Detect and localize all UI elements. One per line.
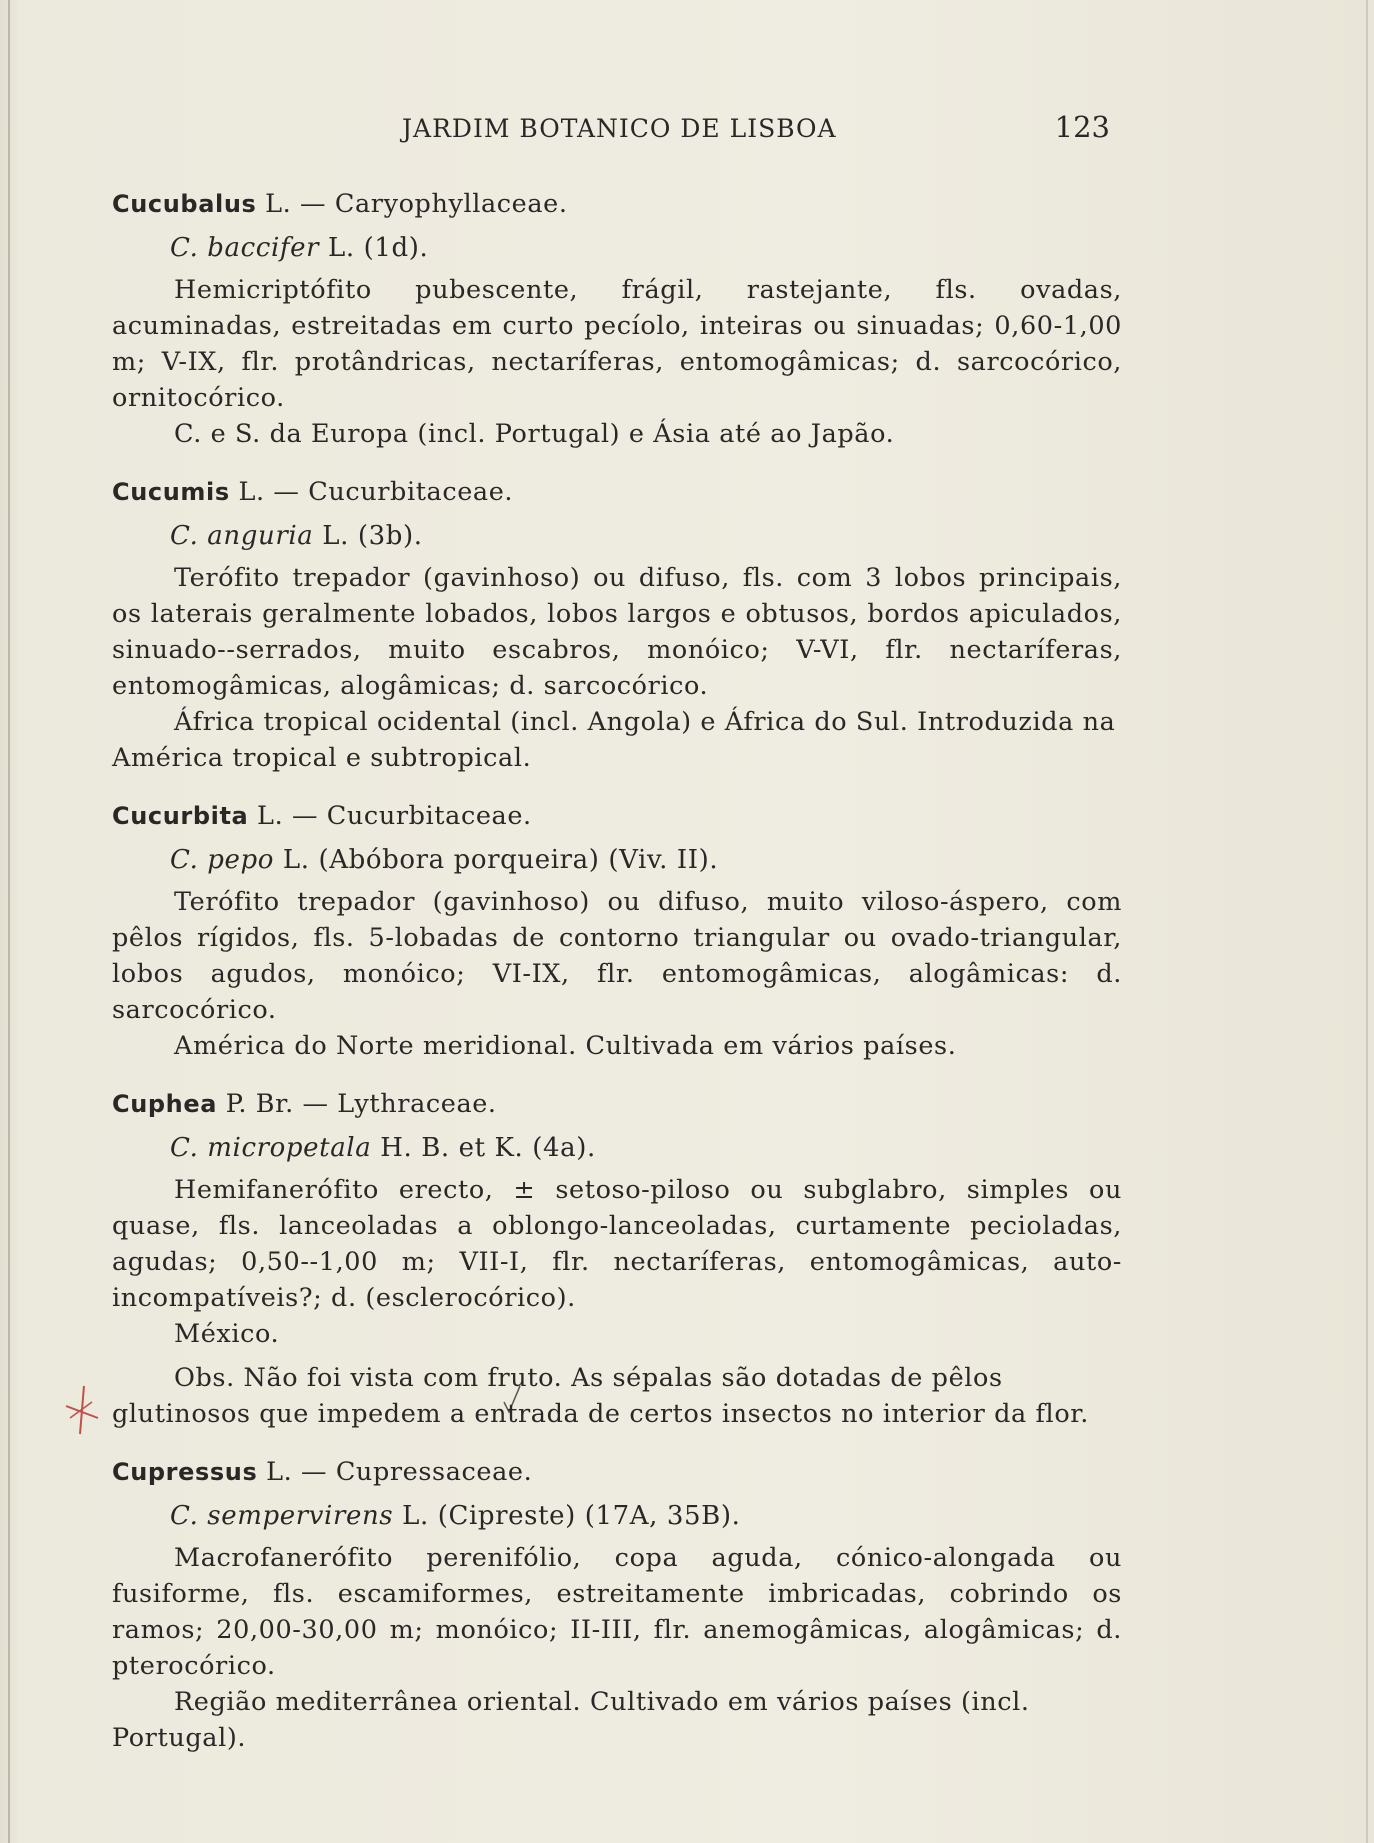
genus-line [112,186,1122,222]
species-name: C. micropetala [170,1133,372,1163]
genus-name: Cuphea [112,1090,218,1118]
running-header [112,110,1110,150]
entry-cuphea [112,1086,1122,1432]
entry-cucurbita [112,798,1122,1064]
species-description: Hemifanerófito erecto, ± setoso-piloso ou subglabro, simples ou quase, fls. lanceoladas a oblongo-lanceoladas, curtamente pecioladas, agudas; 0,50--1,00 m; VII-I, flr. nectaríferas, entomogâmicas, auto-incompatíveis?; d. (esclerocórico). [112,1175,1122,1313]
species-line [170,1498,1122,1534]
genus-line [112,474,1122,510]
species-line [170,842,1122,878]
genus-name: Cucumis [112,478,230,506]
species-distribution: C. e S. da Europa (incl. Portugal) e Ásia até ao Japão. [174,419,895,449]
species-authority: L. (3b). [322,521,423,551]
species-distribution: México. [174,1319,280,1349]
genus-name: Cucubalus [112,190,257,218]
genus-authority: L. — Cupressaceae. [266,1457,533,1487]
genus-name: Cupressus [112,1458,258,1486]
species-description: Terófito trepador (gavinhoso) ou difuso, fls. com 3 lobos principais, os laterais geralmente lobados, lobos largos e obtusos, bordos apiculados, sinuado--serrados, muito escabros, monóico; V-VI, flr. nectaríferas, entomogâmicas, alogâmicas; d. sarcocórico. [112,563,1122,701]
species-description: Terófito trepador (gavinhoso) ou difuso, muito viloso-áspero, com pêlos rígidos, fls. 5-lobadas de contorno triangular ou ovado-triangular, lobos agudos, monóico; VI-IX, flr. entomogâmicas, alogâmicas: d. sarcocórico. [112,887,1122,1025]
species-description: Hemicriptófito pubescente, frágil, rastejante, fls. ovadas, acuminadas, estreitadas em curto pecíolo, inteiras ou sinuadas; 0,60-1,00 m; V-IX, flr. protândricas, nectaríferas, entomogâmicas; d. sarcocórico, ornitocórico. [112,275,1122,413]
genus-name: Cucurbita [112,802,249,830]
species-authority: L. (1d). [328,233,429,263]
handwritten-mark-icon [62,1384,102,1436]
page-number: 123 [1054,110,1110,144]
genus-authority: L. — Cucurbitaceae. [238,477,514,507]
species-description: Macrofanerófito perenifólio, copa aguda, cónico-alongada ou fusiforme, fls. escamiformes, estreitamente imbricadas, cobrindo os ramos; 20,00-30,00 m; monóico; II-III, flr. anemogâmicas, alogâmicas; d. pterocórico. [112,1543,1122,1681]
species-distribution: África tropical ocidental (incl. Angola) e África do Sul. Introduzida na América tropical e subtropical. [112,707,1116,773]
species-authority: H. B. et K. (4a). [380,1133,596,1163]
species-distribution: América do Norte meridional. Cultivada em vários países. [174,1031,957,1061]
page-edge-right [1366,0,1368,1843]
page-edge-left [8,0,10,1843]
species-name: C. sempervirens [170,1501,394,1531]
species-note: Obs. Não foi vista com fruto. As sépalas são dotadas de pêlos glutinosos que impedem a entrada de certos insectos no interior da flor. [112,1363,1089,1429]
species-authority: L. (Cipreste) (17A, 35B). [402,1501,741,1531]
species-line [170,518,1122,554]
genus-authority: P. Br. — Lythraceae. [225,1089,497,1119]
genus-authority: L. — Cucurbitaceae. [257,801,532,831]
species-name: C. anguria [170,521,314,551]
entry-cucumis [112,474,1122,776]
page-body [112,186,1122,1778]
species-name: C. pepo [170,845,275,875]
running-title: JARDIM BOTANICO DE LISBOA [402,114,837,143]
genus-line [112,1086,1122,1122]
genus-line [112,1454,1122,1490]
genus-authority: L. — Caryophyllaceae. [265,189,568,219]
entry-cupressus [112,1454,1122,1756]
species-name: C. baccifer [170,233,320,263]
species-authority: L. (Abóbora porqueira) (Viv. II). [282,845,719,875]
species-line [170,1130,1122,1166]
species-distribution: Região mediterrânea oriental. Cultivado em vários países (incl. Portugal). [112,1687,1030,1753]
genus-line [112,798,1122,834]
species-line [170,230,1122,266]
entry-cucubalus [112,186,1122,452]
